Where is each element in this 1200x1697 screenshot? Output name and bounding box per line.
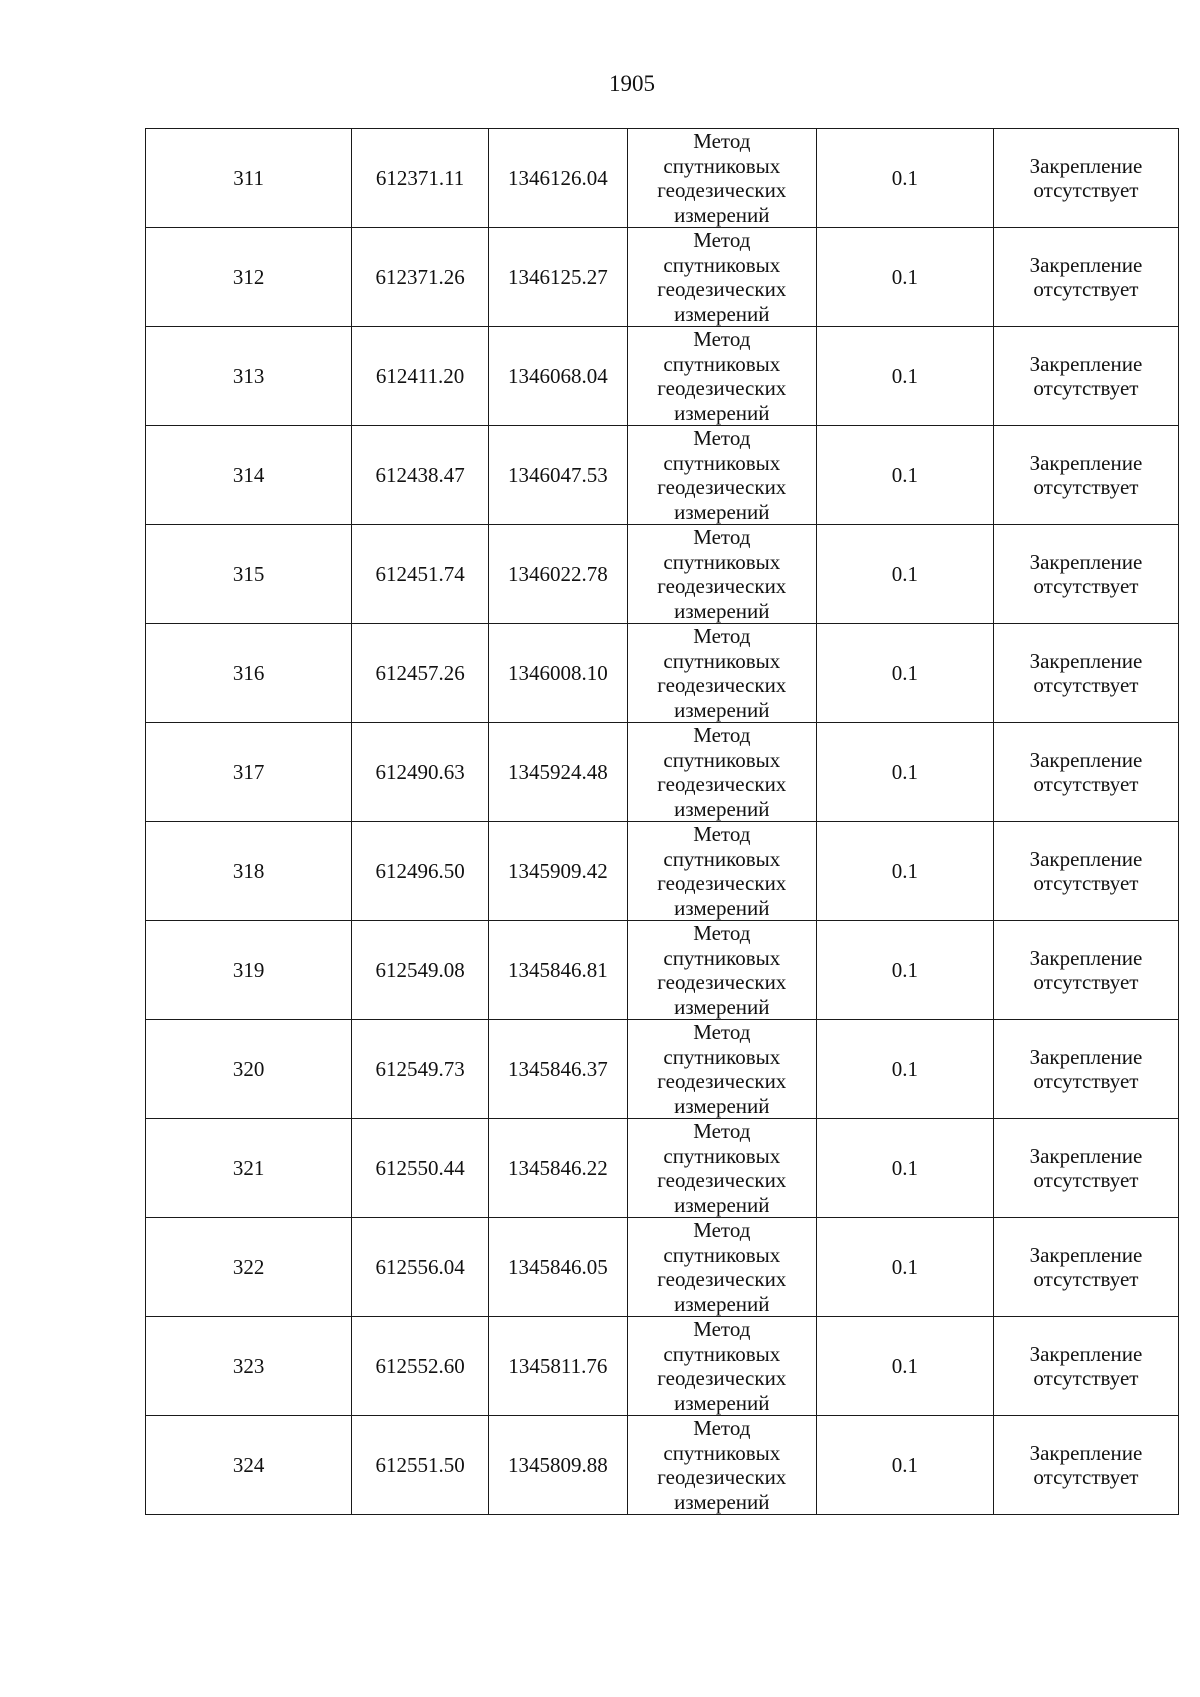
accuracy-cell: 0.1: [816, 525, 993, 624]
method-line: спутниковых: [663, 747, 781, 772]
y-coordinate-cell: 1346047.53: [488, 426, 627, 525]
fixing-cell: [993, 723, 1178, 822]
method-cell: [627, 1020, 816, 1119]
y-coordinate-cell: 1345924.48: [488, 723, 627, 822]
method-cell: [627, 822, 816, 921]
method-line: спутниковых: [663, 549, 781, 574]
method-line: геодезических: [657, 772, 787, 796]
table-row: [146, 1119, 1179, 1218]
page-number: 1905: [609, 71, 655, 96]
table-row: [146, 426, 1179, 525]
point-number-cell: 311: [146, 129, 352, 228]
x-coordinate-cell: 612549.08: [352, 921, 489, 1020]
fixing-line: отсутствует: [1033, 772, 1139, 796]
method-line: измерений: [674, 400, 770, 425]
fixing-line: Закрепление: [1029, 351, 1143, 376]
fixing-line: Закрепление: [1029, 648, 1143, 673]
method-line: геодезических: [657, 475, 787, 499]
fixing-line: отсутствует: [1033, 1366, 1139, 1390]
accuracy-cell: 0.1: [816, 1119, 993, 1218]
method-line: Метод: [693, 129, 751, 153]
method-line: измерений: [674, 202, 770, 227]
method-line: Метод: [693, 822, 751, 846]
method-cell: [627, 1119, 816, 1218]
fixing-cell: [993, 1119, 1178, 1218]
fixing-cell: [993, 1020, 1178, 1119]
point-number-cell: 314: [146, 426, 352, 525]
fixing-line: Закрепление: [1029, 945, 1143, 970]
method-line: Метод: [693, 525, 751, 549]
y-coordinate-cell: 1346022.78: [488, 525, 627, 624]
point-number-cell: 321: [146, 1119, 352, 1218]
fixing-line: отсутствует: [1033, 673, 1139, 697]
method-line: измерений: [674, 1192, 770, 1217]
fixing-line: отсутствует: [1033, 178, 1139, 202]
x-coordinate-cell: 612551.50: [352, 1416, 489, 1515]
method-line: спутниковых: [663, 846, 781, 871]
method-line: геодезических: [657, 673, 787, 697]
method-line: Метод: [693, 723, 751, 747]
table-row: [146, 624, 1179, 723]
x-coordinate-cell: 612411.20: [352, 327, 489, 426]
fixing-line: Закрепление: [1029, 747, 1143, 772]
fixing-line: Закрепление: [1029, 1341, 1143, 1366]
table-row: [146, 1020, 1179, 1119]
method-cell: [627, 723, 816, 822]
x-coordinate-cell: 612550.44: [352, 1119, 489, 1218]
method-line: измерений: [674, 796, 770, 821]
method-line: спутниковых: [663, 1440, 781, 1465]
fixing-cell: [993, 921, 1178, 1020]
fixing-line: отсутствует: [1033, 574, 1139, 598]
method-cell: [627, 921, 816, 1020]
method-line: измерений: [674, 499, 770, 524]
table-row: [146, 129, 1179, 228]
method-cell: [627, 1416, 816, 1515]
y-coordinate-cell: 1346008.10: [488, 624, 627, 723]
method-line: геодезических: [657, 277, 787, 301]
method-line: геодезических: [657, 376, 787, 400]
method-cell: [627, 327, 816, 426]
method-line: спутниковых: [663, 1143, 781, 1168]
table-row: [146, 1416, 1179, 1515]
method-line: Метод: [693, 1218, 751, 1242]
coordinates-table: [145, 128, 1179, 1515]
accuracy-cell: 0.1: [816, 426, 993, 525]
method-line: спутниковых: [663, 252, 781, 277]
table-row: [146, 525, 1179, 624]
table-row: [146, 822, 1179, 921]
point-number-cell: 312: [146, 228, 352, 327]
accuracy-cell: 0.1: [816, 822, 993, 921]
point-number-cell: 317: [146, 723, 352, 822]
fixing-line: отсутствует: [1033, 1465, 1139, 1489]
x-coordinate-cell: 612552.60: [352, 1317, 489, 1416]
fixing-cell: [993, 1317, 1178, 1416]
table-row: [146, 327, 1179, 426]
method-cell: [627, 1218, 816, 1317]
coordinates-table-body: [146, 129, 1179, 1515]
fixing-line: Закрепление: [1029, 153, 1143, 178]
fixing-cell: [993, 426, 1178, 525]
x-coordinate-cell: 612438.47: [352, 426, 489, 525]
fixing-line: Закрепление: [1029, 450, 1143, 475]
table-row: [146, 723, 1179, 822]
accuracy-cell: 0.1: [816, 624, 993, 723]
x-coordinate-cell: 612496.50: [352, 822, 489, 921]
method-line: геодезических: [657, 1465, 787, 1489]
fixing-cell: [993, 525, 1178, 624]
method-line: измерений: [674, 1489, 770, 1514]
accuracy-cell: 0.1: [816, 228, 993, 327]
method-line: Метод: [693, 1119, 751, 1143]
x-coordinate-cell: 612490.63: [352, 723, 489, 822]
method-line: геодезических: [657, 574, 787, 598]
x-coordinate-cell: 612371.26: [352, 228, 489, 327]
y-coordinate-cell: 1346068.04: [488, 327, 627, 426]
fixing-line: отсутствует: [1033, 871, 1139, 895]
accuracy-cell: 0.1: [816, 1416, 993, 1515]
fixing-line: отсутствует: [1033, 970, 1139, 994]
fixing-cell: [993, 327, 1178, 426]
table-row: [146, 1317, 1179, 1416]
accuracy-cell: 0.1: [816, 327, 993, 426]
method-line: геодезических: [657, 1267, 787, 1291]
fixing-cell: [993, 624, 1178, 723]
method-cell: [627, 624, 816, 723]
point-number-cell: 315: [146, 525, 352, 624]
accuracy-cell: 0.1: [816, 1020, 993, 1119]
point-number-cell: 313: [146, 327, 352, 426]
method-cell: [627, 228, 816, 327]
fixing-line: Закрепление: [1029, 1440, 1143, 1465]
point-number-cell: 318: [146, 822, 352, 921]
fixing-line: Закрепление: [1029, 1044, 1143, 1069]
accuracy-cell: 0.1: [816, 1218, 993, 1317]
method-line: Метод: [693, 1317, 751, 1341]
method-line: спутниковых: [663, 945, 781, 970]
method-line: Метод: [693, 426, 751, 450]
x-coordinate-cell: 612371.11: [352, 129, 489, 228]
fixing-line: отсутствует: [1033, 475, 1139, 499]
table-row: [146, 228, 1179, 327]
method-line: геодезических: [657, 1168, 787, 1192]
fixing-line: Закрепление: [1029, 846, 1143, 871]
fixing-line: отсутствует: [1033, 376, 1139, 400]
method-line: спутниковых: [663, 1341, 781, 1366]
y-coordinate-cell: 1345846.37: [488, 1020, 627, 1119]
accuracy-cell: 0.1: [816, 921, 993, 1020]
x-coordinate-cell: 612451.74: [352, 525, 489, 624]
point-number-cell: 320: [146, 1020, 352, 1119]
method-line: Метод: [693, 228, 751, 252]
method-line: спутниковых: [663, 648, 781, 673]
method-line: спутниковых: [663, 1044, 781, 1069]
method-line: измерений: [674, 598, 770, 623]
y-coordinate-cell: 1345809.88: [488, 1416, 627, 1515]
method-cell: [627, 1317, 816, 1416]
accuracy-cell: 0.1: [816, 129, 993, 228]
y-coordinate-cell: 1346126.04: [488, 129, 627, 228]
point-number-cell: 319: [146, 921, 352, 1020]
accuracy-cell: 0.1: [816, 1317, 993, 1416]
point-number-cell: 324: [146, 1416, 352, 1515]
fixing-cell: [993, 822, 1178, 921]
fixing-line: Закрепление: [1029, 1242, 1143, 1267]
x-coordinate-cell: 612549.73: [352, 1020, 489, 1119]
method-line: геодезических: [657, 871, 787, 895]
method-line: Метод: [693, 1020, 751, 1044]
x-coordinate-cell: 612556.04: [352, 1218, 489, 1317]
method-cell: [627, 426, 816, 525]
method-line: спутниковых: [663, 450, 781, 475]
point-number-cell: 316: [146, 624, 352, 723]
fixing-cell: [993, 129, 1178, 228]
y-coordinate-cell: 1345909.42: [488, 822, 627, 921]
table-row: [146, 921, 1179, 1020]
y-coordinate-cell: 1345811.76: [488, 1317, 627, 1416]
fixing-line: Закрепление: [1029, 1143, 1143, 1168]
method-line: геодезических: [657, 1366, 787, 1390]
method-line: измерений: [674, 1093, 770, 1118]
fixing-line: отсутствует: [1033, 277, 1139, 301]
method-line: измерений: [674, 301, 770, 326]
method-line: геодезических: [657, 178, 787, 202]
method-line: спутниковых: [663, 153, 781, 178]
fixing-cell: [993, 1218, 1178, 1317]
method-line: Метод: [693, 921, 751, 945]
point-number-cell: 322: [146, 1218, 352, 1317]
fixing-line: отсутствует: [1033, 1069, 1139, 1093]
y-coordinate-cell: 1346125.27: [488, 228, 627, 327]
method-line: геодезических: [657, 970, 787, 994]
accuracy-cell: 0.1: [816, 723, 993, 822]
method-line: Метод: [693, 327, 751, 351]
y-coordinate-cell: 1345846.05: [488, 1218, 627, 1317]
method-line: измерений: [674, 1390, 770, 1415]
method-line: измерений: [674, 895, 770, 920]
method-line: Метод: [693, 1416, 751, 1440]
method-line: спутниковых: [663, 351, 781, 376]
point-number-cell: 323: [146, 1317, 352, 1416]
fixing-line: Закрепление: [1029, 549, 1143, 574]
y-coordinate-cell: 1345846.22: [488, 1119, 627, 1218]
method-line: спутниковых: [663, 1242, 781, 1267]
method-line: геодезических: [657, 1069, 787, 1093]
fixing-line: отсутствует: [1033, 1267, 1139, 1291]
x-coordinate-cell: 612457.26: [352, 624, 489, 723]
table-row: [146, 1218, 1179, 1317]
fixing-line: отсутствует: [1033, 1168, 1139, 1192]
method-line: измерений: [674, 994, 770, 1019]
method-cell: [627, 129, 816, 228]
fixing-cell: [993, 228, 1178, 327]
method-line: измерений: [674, 697, 770, 722]
method-cell: [627, 525, 816, 624]
method-line: измерений: [674, 1291, 770, 1316]
y-coordinate-cell: 1345846.81: [488, 921, 627, 1020]
fixing-cell: [993, 1416, 1178, 1515]
fixing-line: Закрепление: [1029, 252, 1143, 277]
method-line: Метод: [693, 624, 751, 648]
